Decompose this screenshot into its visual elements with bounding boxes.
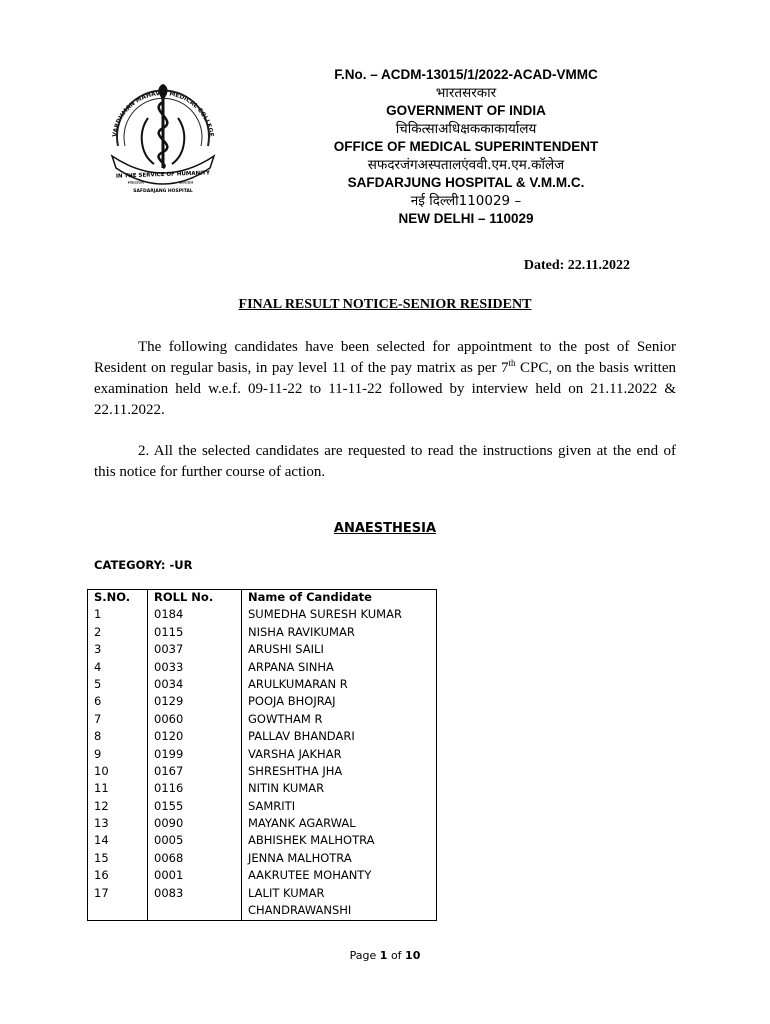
table-cell: SAMRITI: [242, 799, 437, 816]
table-cell: 0167: [148, 764, 242, 781]
svg-text:अस्पताल: अस्पताल: [178, 181, 194, 186]
table-header-row: [88, 590, 437, 608]
letterhead: [270, 66, 662, 228]
table-cell: ARPANA SINHA: [242, 660, 437, 677]
table-cell: 14: [88, 833, 148, 850]
table-cell: ABHISHEK MALHOTRA: [242, 833, 437, 850]
results-table: [87, 589, 437, 921]
intro-text-part2: CPC, on the basis written examination held w.e.f. 09-11-22 to 11-11-22 followed by interview held on 21.11.2022 & 22.11.2022.: [94, 360, 676, 418]
table-cell: 0184: [148, 607, 242, 624]
table-cell: SUMEDHA SURESH KUMAR: [242, 607, 437, 624]
table-row: [88, 642, 437, 659]
table-cell: 0034: [148, 677, 242, 694]
hospital-english: SAFDARJUNG HOSPITAL & V.M.M.C.: [347, 175, 585, 190]
government-english: GOVERNMENT OF INDIA: [386, 103, 546, 118]
table-cell: SHRESHTHA JHA: [242, 764, 437, 781]
table-row: [88, 660, 437, 677]
table-row: [88, 764, 437, 781]
table-cell: 12: [88, 799, 148, 816]
table-cell: 0068: [148, 851, 242, 868]
table-cell: 0005: [148, 833, 242, 850]
table-cell: 0037: [148, 642, 242, 659]
column-header: S.NO.: [88, 590, 148, 608]
table-row: [88, 781, 437, 798]
office-english: OFFICE OF MEDICAL SUPERINTENDENT: [333, 139, 599, 154]
file-number: F.No. – ACDM-13015/1/2022-ACAD-VMMC: [334, 67, 598, 82]
intro-paragraph: [94, 337, 676, 421]
table-cell: PALLAV BHANDARI: [242, 729, 437, 746]
college-seal-logo: [98, 72, 228, 202]
office-hindi: चिकित्साअधिक्षककाकार्यालय: [395, 121, 537, 137]
table-cell: 1: [88, 607, 148, 624]
page-footer: [0, 949, 770, 962]
instructions-text: 2. All the selected candidates are requested to read the instructions given at the end of this notice for further course of action.: [94, 443, 676, 480]
table-cell: AAKRUTEE MOHANTY: [242, 868, 437, 885]
table-row: [88, 677, 437, 694]
table-cell: 0090: [148, 816, 242, 833]
table-cell: MAYANK AGARWAL: [242, 816, 437, 833]
table-cell: ARUSHI SAILI: [242, 642, 437, 659]
footer-current-page: 1: [379, 949, 388, 962]
table-cell: 0001: [148, 868, 242, 885]
table-cell: NITIN KUMAR: [242, 781, 437, 798]
table-row: [88, 886, 437, 903]
column-header: ROLL No.: [148, 590, 242, 608]
table-row: [88, 607, 437, 624]
table-cell: 0199: [148, 747, 242, 764]
svg-text:VARDHMAN MAHAVIR MEDICAL COLLE: VARDHMAN MAHAVIR MEDICAL COLLEGE: [111, 89, 215, 138]
table-row: [88, 625, 437, 642]
table-cell: 10: [88, 764, 148, 781]
table-cell: 8: [88, 729, 148, 746]
table-cell: POOJA BHOJRAJ: [242, 694, 437, 711]
table-cell: JENNA MALHOTRA: [242, 851, 437, 868]
table-cell: 15: [88, 851, 148, 868]
table-cell: 0033: [148, 660, 242, 677]
table-cell: 2: [88, 625, 148, 642]
table-row: [88, 712, 437, 729]
table-cell: ARULKUMARAN R: [242, 677, 437, 694]
table-cell: 0116: [148, 781, 242, 798]
department-heading: [0, 521, 770, 536]
table-row: [88, 816, 437, 833]
date-line: Dated: 22.11.2022: [523, 258, 630, 273]
table-cell: 17: [88, 886, 148, 903]
footer-of-word: of: [390, 949, 402, 962]
table-cell: CHANDRAWANSHI: [242, 903, 437, 921]
footer-page-word: Page: [349, 949, 377, 962]
notice-title-text: FINAL RESULT NOTICE-SENIOR RESIDENT: [238, 297, 532, 312]
table-cell: 0120: [148, 729, 242, 746]
table-row: [88, 868, 437, 885]
city-english: NEW DELHI – 110029: [398, 211, 534, 226]
column-header: Name of Candidate: [242, 590, 437, 608]
table-cell: 5: [88, 677, 148, 694]
intro-text-part1: The following candidates have been selected for appointment to the post of Senior Resident on regular basis, in pay level 11 of the pay matrix as per 7: [94, 339, 676, 376]
city-hindi: नई दिल्ली110029 –: [410, 193, 522, 209]
table-row: [88, 851, 437, 868]
table-cell: 16: [88, 868, 148, 885]
table-cell: 11: [88, 781, 148, 798]
table-cell: 4: [88, 660, 148, 677]
table-cell: 9: [88, 747, 148, 764]
table-row: [88, 729, 437, 746]
table-cell: GOWTHAM R: [242, 712, 437, 729]
svg-text:IN THE SERVICE OF HUMANITY: IN THE SERVICE OF HUMANITY: [115, 170, 211, 180]
table-cell: 0155: [148, 799, 242, 816]
department-heading-text: ANAESTHESIA: [333, 521, 437, 536]
table-cell: 0083: [148, 886, 242, 903]
table-row: [88, 694, 437, 711]
table-cell: 0060: [148, 712, 242, 729]
table-cell: 13: [88, 816, 148, 833]
notice-title: [0, 297, 770, 313]
table-cell: VARSHA JAKHAR: [242, 747, 437, 764]
government-hindi: भारतसरकार: [435, 85, 497, 101]
table-cell: [148, 903, 242, 921]
category-label: CATEGORY: -UR: [94, 558, 193, 572]
table-cell: LALIT KUMAR: [242, 886, 437, 903]
table-cell: 7: [88, 712, 148, 729]
table-row: [88, 747, 437, 764]
svg-text:SAFDARJANG HOSPITAL: SAFDARJANG HOSPITAL: [133, 189, 193, 194]
table-row: [88, 833, 437, 850]
table-cell: 0129: [148, 694, 242, 711]
instructions-paragraph: [94, 441, 676, 483]
footer-total-pages: 10: [405, 949, 421, 962]
table-cell: 0115: [148, 625, 242, 642]
table-cell: NISHA RAVIKUMAR: [242, 625, 437, 642]
table-cell: 3: [88, 642, 148, 659]
table-cell: [88, 903, 148, 921]
hospital-hindi: सफदरजंगअस्पतालएंववी.एम.एम.कॉलेज: [367, 157, 565, 173]
intro-superscript: th: [508, 358, 516, 368]
table-row: [88, 799, 437, 816]
table-cell: 6: [88, 694, 148, 711]
svg-text:सफदरजंग: सफदरजंग: [127, 181, 145, 186]
table-row: [88, 903, 437, 921]
